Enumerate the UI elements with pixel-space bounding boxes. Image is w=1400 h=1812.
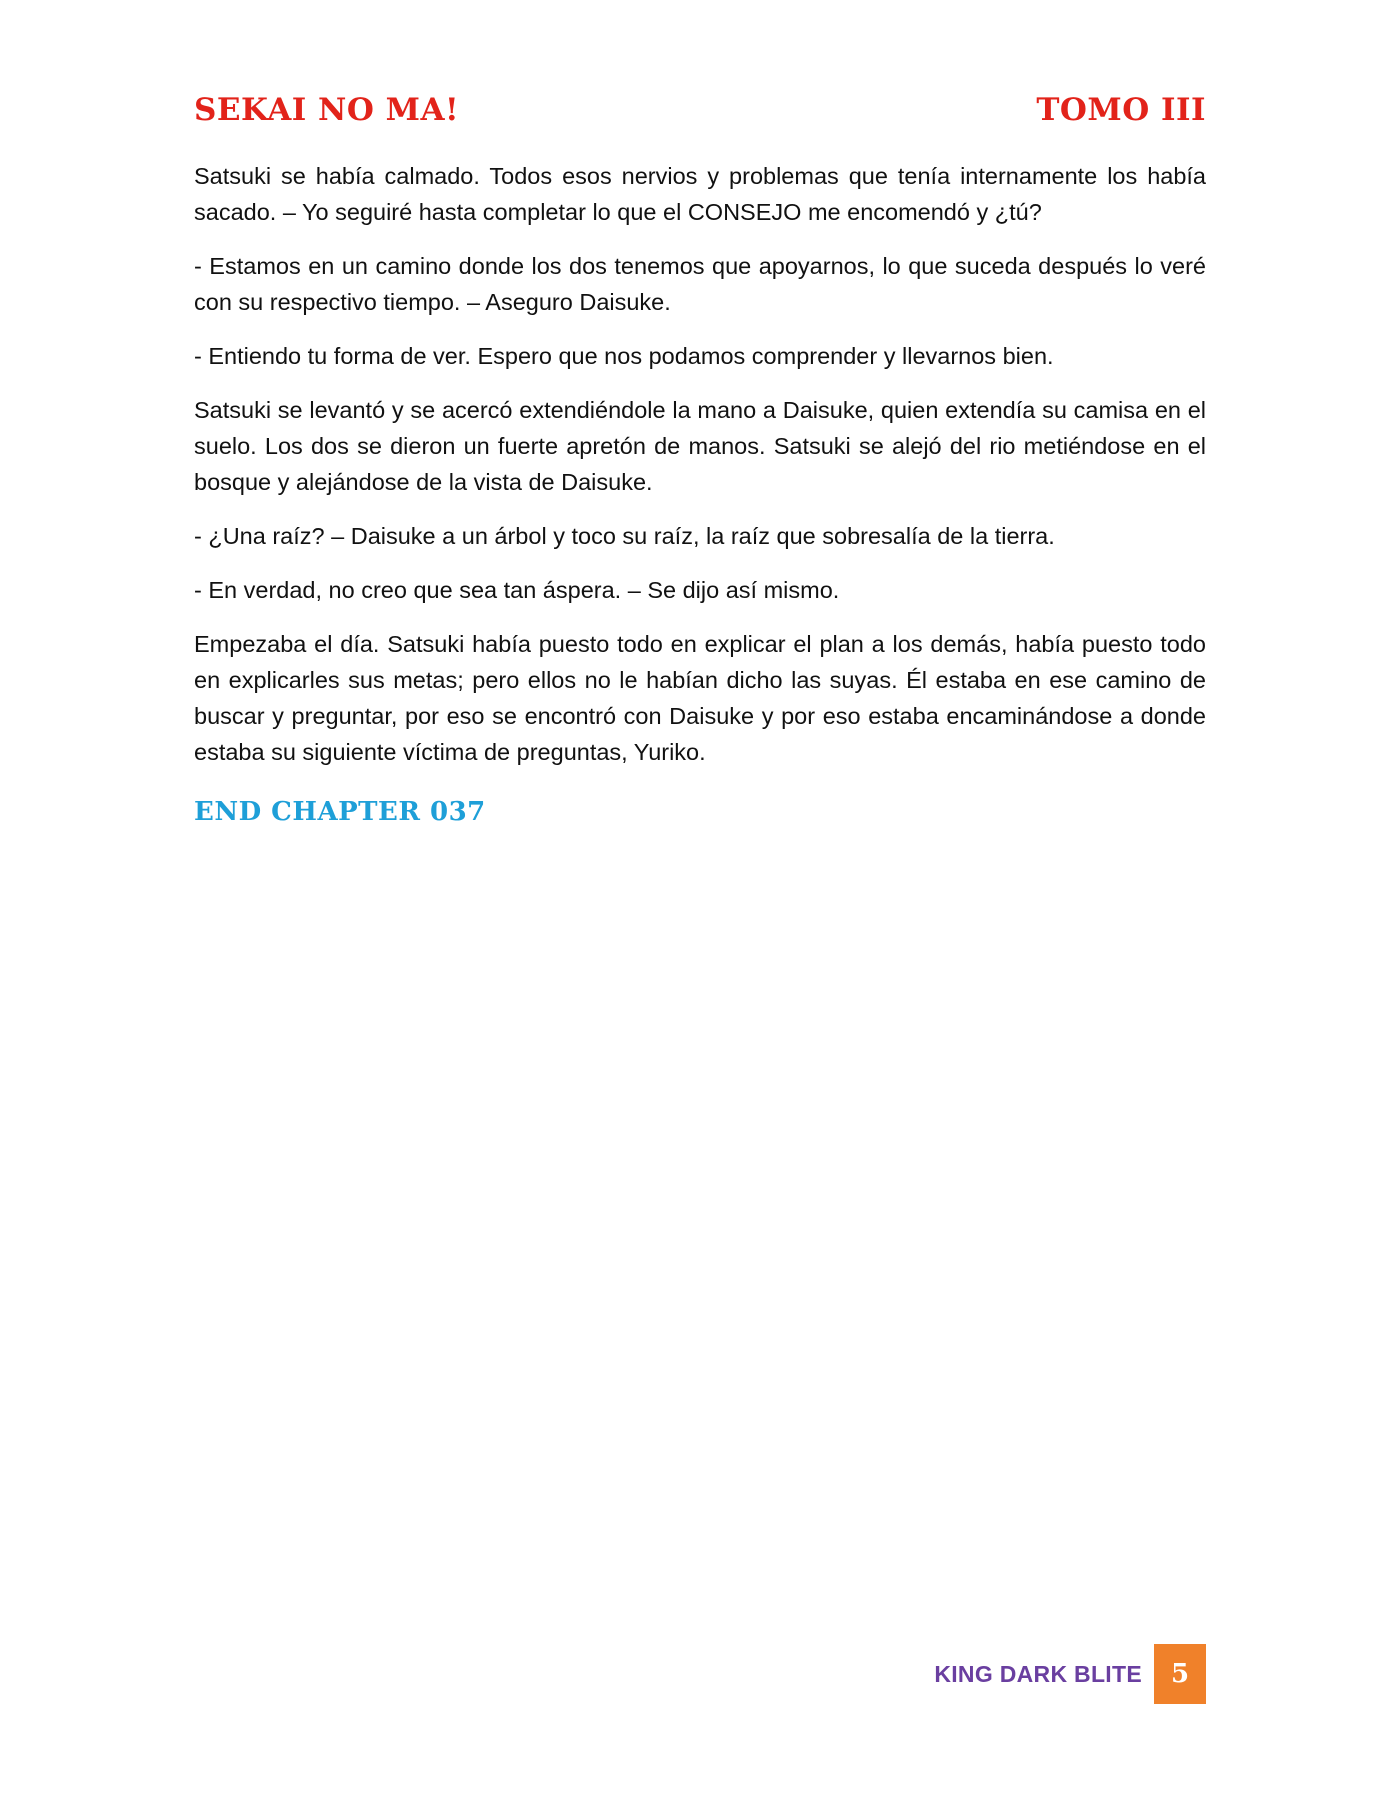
paragraph: Satsuki se había calmado. Todos esos nervios y problemas que tenía internamente los había sacado. – Yo seguiré hasta completar lo que el CONSEJO me encomendó y ¿tú? bbox=[194, 163, 1206, 225]
volume-title: TOMO III bbox=[1036, 92, 1206, 128]
paragraph: - En verdad, no creo que sea tan áspera. – Se dijo así mismo. bbox=[194, 577, 840, 603]
paragraph: Empezaba el día. Satsuki había puesto todo en explicar el plan a los demás, había puesto todo en explicarles sus metas; pero ellos no le habían dicho las suyas. Él estaba en ese camino de buscar y preguntar, por eso se encontró con Daisuke y por eso estaba encaminándose a donde estaba su siguiente víctima de preguntas, Yuriko. bbox=[194, 631, 1206, 765]
page-number: 5 bbox=[1154, 1644, 1206, 1704]
series-title: SEKAI NO MA! bbox=[194, 92, 460, 128]
page-body bbox=[194, 158, 1206, 830]
page-header bbox=[194, 88, 1206, 132]
page-footer bbox=[934, 1644, 1206, 1704]
paragraph: - Entiendo tu forma de ver. Espero que nos podamos comprender y llevarnos bien. bbox=[194, 343, 1054, 369]
author-name: KING DARK BLITE bbox=[934, 1660, 1142, 1687]
paragraph: Satsuki se levantó y se acercó extendiéndole la mano a Daisuke, quien extendía su camisa en el suelo. Los dos se dieron un fuerte apretón de manos. Satsuki se alejó del rio metiéndose en el bosque y alejándose de la vista de Daisuke. bbox=[194, 397, 1206, 495]
paragraph: - Estamos en un camino donde los dos tenemos que apoyarnos, lo que suceda después lo veré con su respectivo tiempo. – Aseguro Daisuke. bbox=[194, 253, 1206, 315]
end-chapter-label: END CHAPTER 037 bbox=[194, 797, 486, 827]
paragraph: - ¿Una raíz? – Daisuke a un árbol y toco su raíz, la raíz que sobresalía de la tierra. bbox=[194, 523, 1055, 549]
